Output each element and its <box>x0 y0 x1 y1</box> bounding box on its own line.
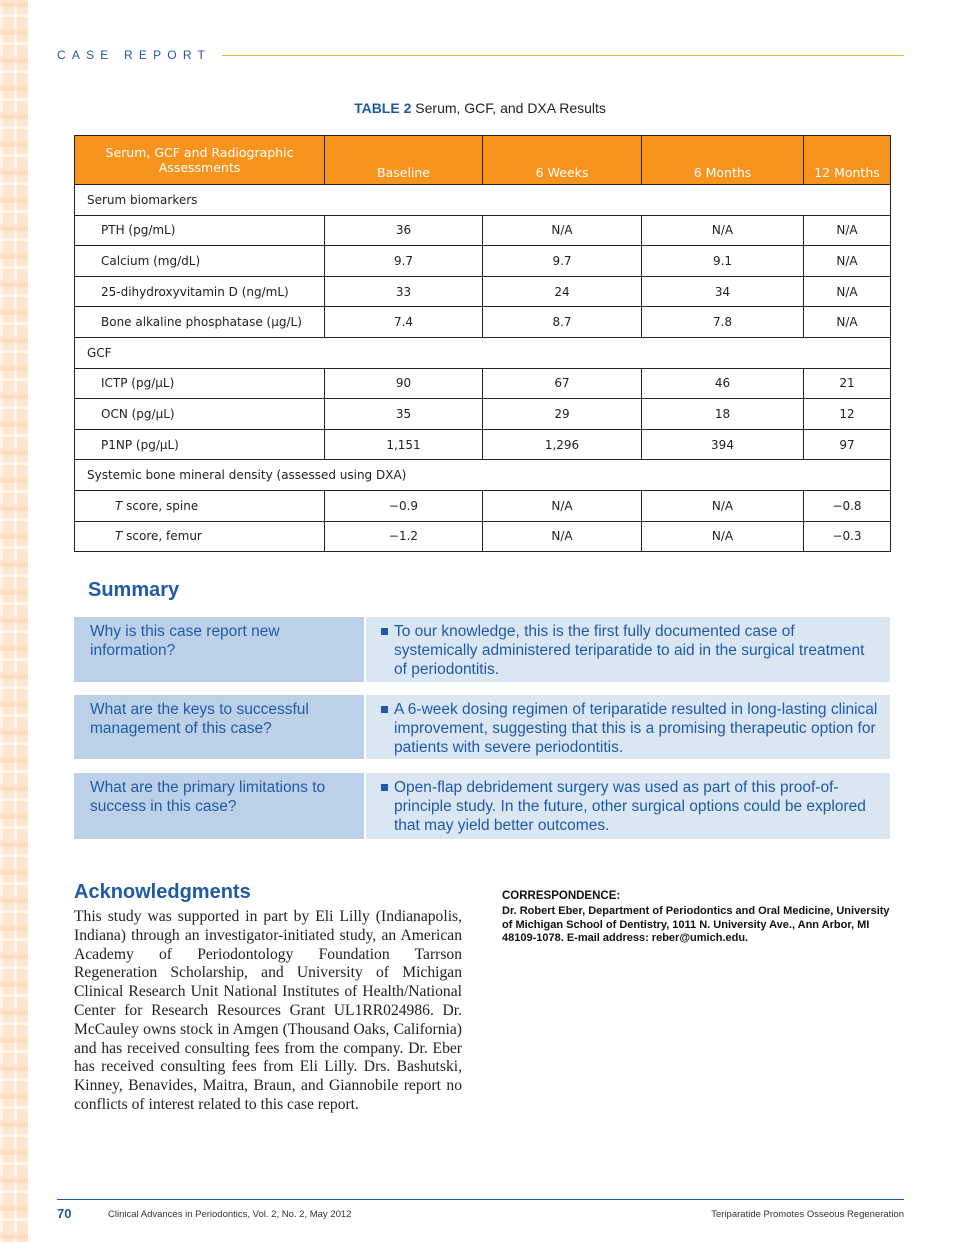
square-bullet-icon <box>381 628 388 635</box>
summary-question: Why is this case report new information? <box>74 617 364 682</box>
row-label: P1NP (pg/µL) <box>75 429 325 460</box>
table-cell: N/A <box>642 215 804 246</box>
table-cell: 67 <box>483 368 642 399</box>
table-cell: 34 <box>642 276 804 307</box>
section-title: GCF <box>75 337 891 368</box>
table-cell: 36 <box>325 215 483 246</box>
table-cell: N/A <box>804 215 891 246</box>
correspondence-body: Dr. Robert Eber, Department of Periodontics and Oral Medicine, University of Michigan School of Dentistry, 1011 N. University Ave., Ann Arbor, MI 48109-1078. E-mail address: reber@umich.edu. <box>502 905 890 944</box>
summary-title: Summary <box>88 579 180 601</box>
table-cell: 394 <box>642 429 804 460</box>
table-row <box>75 368 891 399</box>
table-cell: 12 <box>804 399 891 430</box>
table-row <box>75 276 891 307</box>
table-cell: 9.7 <box>325 246 483 277</box>
summary-answer: To our knowledge, this is the first fully documented case of systemically administered teriparatide to aid in the surgical treatment of periodontitis. <box>394 623 865 678</box>
summary-item <box>74 695 890 759</box>
table-cell: 21 <box>804 368 891 399</box>
table-row <box>75 521 891 552</box>
summary-answer-box <box>366 695 890 759</box>
acknowledgments-body: This study was supported in part by Eli Lilly (Indianapolis, Indiana) through an investigator-initiated study, an American Academy of Periodontology Foundation Tarrson Regeneration Scholarship, and University of Michigan Clinical Research Unit National Institutes of Health/National Center for Research Resources Grant UL1RR024986. Dr. McCauley owns stock in Amgen (Thousand Oaks, California) and has received consulting fees from the company. Dr. Eber has received consulting fees from Eli Lilly. Drs. Bashutski, Kinney, Benavides, Maitra, Braun, and Giannobile report no conflicts of interest related to this case report. <box>74 908 462 1113</box>
square-bullet-icon <box>381 784 388 791</box>
column-header: Serum, GCF and Radiographic Assessments <box>75 136 325 185</box>
table-cell: 90 <box>325 368 483 399</box>
table-cell: N/A <box>642 490 804 521</box>
decorative-side-strip-overlay <box>0 0 28 1242</box>
section-label: CASE REPORT <box>57 48 211 62</box>
summary-answer-box <box>366 617 890 682</box>
table-cell: N/A <box>483 490 642 521</box>
column-header: 6 Months <box>642 136 804 185</box>
table-cell: 1,296 <box>483 429 642 460</box>
row-label: Bone alkaline phosphatase (µg/L) <box>75 307 325 338</box>
summary-answer: Open-flap debridement surgery was used as part of this proof-of-principle study. In the future, other surgical options could be explored that may yield better outcomes. <box>394 779 866 834</box>
table-cell: N/A <box>642 521 804 552</box>
table-row <box>75 215 891 246</box>
summary-item <box>74 617 890 682</box>
table-cell: N/A <box>483 521 642 552</box>
header-rule <box>222 55 904 56</box>
table-cell: 7.4 <box>325 307 483 338</box>
table-cell: 29 <box>483 399 642 430</box>
table-row <box>75 399 891 430</box>
row-label-text: score, femur <box>122 529 202 544</box>
table-row <box>75 246 891 277</box>
table-cell: N/A <box>804 246 891 277</box>
summary-question: What are the keys to successful management of this case? <box>74 695 364 759</box>
row-label: PTH (pg/mL) <box>75 215 325 246</box>
row-label-italic: T <box>115 498 123 513</box>
row-label: 25-dihydroxyvitamin D (ng/mL) <box>75 276 325 307</box>
section-title: Serum biomarkers <box>75 185 891 216</box>
table-row <box>75 307 891 338</box>
summary-answer: A 6-week dosing regimen of teriparatide resulted in long-lasting clinical improvement, suggesting that this is a promising therapeutic option for patients with severe periodontitis. <box>394 701 878 756</box>
table-section-row <box>75 337 891 368</box>
table-cell: 7.8 <box>642 307 804 338</box>
column-header: 12 Months <box>804 136 891 185</box>
table-row <box>75 490 891 521</box>
table-section-row <box>75 460 891 491</box>
row-label-italic: T <box>115 529 123 544</box>
table-cell: 9.1 <box>642 246 804 277</box>
table-cell: −0.8 <box>804 490 891 521</box>
row-label <box>75 521 325 552</box>
table-caption-tag: TABLE 2 <box>354 100 412 116</box>
table-cell: N/A <box>804 307 891 338</box>
table-cell: 46 <box>642 368 804 399</box>
row-label: OCN (pg/µL) <box>75 399 325 430</box>
table-cell: 8.7 <box>483 307 642 338</box>
table-cell: 9.7 <box>483 246 642 277</box>
table-cell: 97 <box>804 429 891 460</box>
table-cell: 24 <box>483 276 642 307</box>
row-label: Calcium (mg/dL) <box>75 246 325 277</box>
table-cell: 35 <box>325 399 483 430</box>
row-label <box>75 490 325 521</box>
table-cell: N/A <box>483 215 642 246</box>
row-label: ICTP (pg/µL) <box>75 368 325 399</box>
table-caption-text: Serum, GCF, and DXA Results <box>415 100 606 116</box>
table-cell: −0.3 <box>804 521 891 552</box>
acknowledgments-title: Acknowledgments <box>74 881 251 903</box>
table-cell: 18 <box>642 399 804 430</box>
section-title: Systemic bone mineral density (assessed using DXA) <box>75 460 891 491</box>
running-title: Teriparatide Promotes Osseous Regeneration <box>711 1209 904 1220</box>
footer-rule <box>57 1199 904 1200</box>
column-header: 6 Weeks <box>483 136 642 185</box>
table-cell: N/A <box>804 276 891 307</box>
table-header-row <box>75 136 891 185</box>
column-header: Baseline <box>325 136 483 185</box>
summary-answer-box <box>366 773 890 839</box>
correspondence-label: CORRESPONDENCE: <box>502 890 621 902</box>
page-number: 70 <box>57 1206 72 1221</box>
results-table <box>74 135 891 552</box>
table-cell: 33 <box>325 276 483 307</box>
table-cell: −0.9 <box>325 490 483 521</box>
summary-question: What are the primary limitations to success in this case? <box>74 773 364 839</box>
table-row <box>75 429 891 460</box>
table-cell: 1,151 <box>325 429 483 460</box>
table-section-row <box>75 185 891 216</box>
summary-item <box>74 773 890 839</box>
table-caption <box>0 100 960 116</box>
journal-citation: Clinical Advances in Periodontics, Vol. 2, No. 2, May 2012 <box>108 1209 352 1220</box>
table-cell: −1.2 <box>325 521 483 552</box>
square-bullet-icon <box>381 706 388 713</box>
row-label-text: score, spine <box>122 498 199 513</box>
